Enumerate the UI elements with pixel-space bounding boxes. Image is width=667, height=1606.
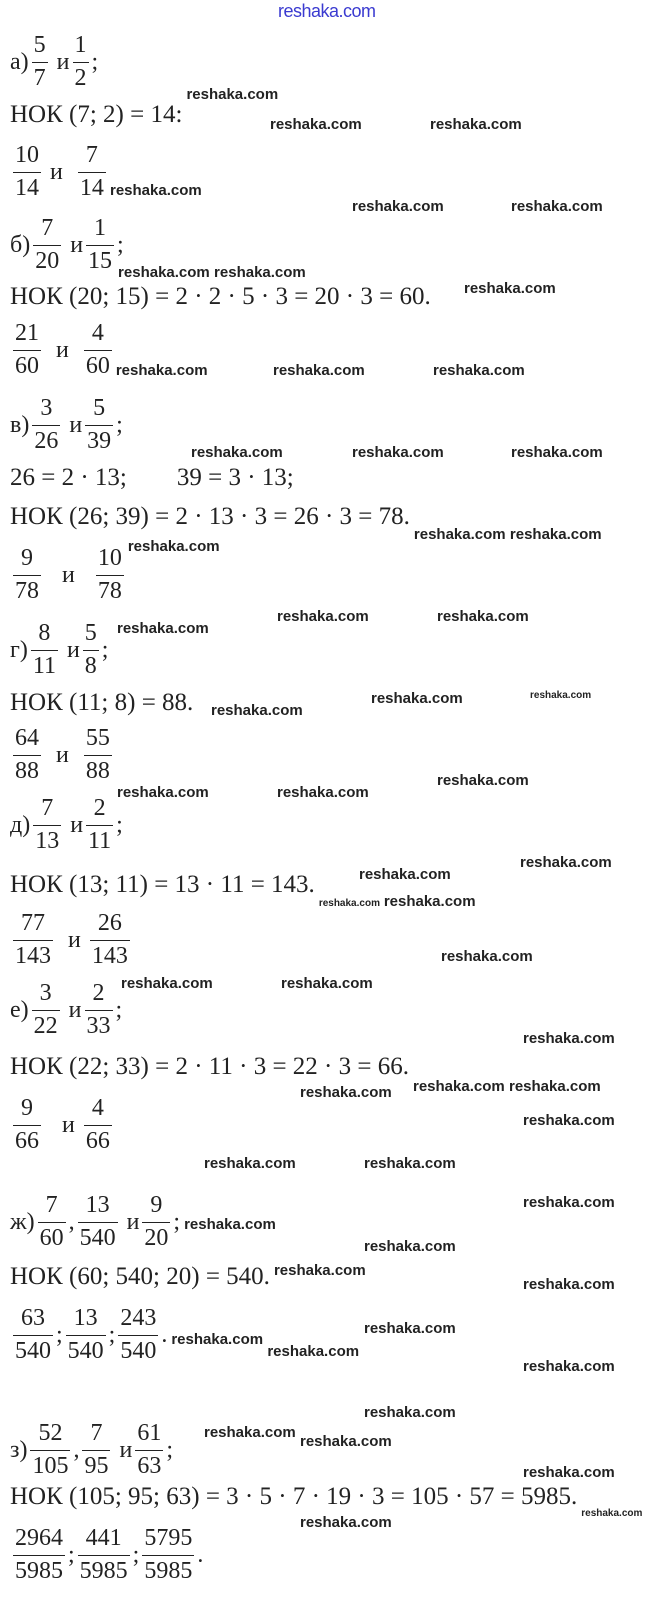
watermark: reshaka.com xyxy=(364,1155,456,1172)
math-text: ; xyxy=(56,1321,63,1348)
denominator: 33 xyxy=(85,1010,113,1041)
denominator: 14 xyxy=(13,172,41,203)
fraction xyxy=(13,1305,53,1365)
numerator: 10 xyxy=(15,141,39,168)
denominator: 15 xyxy=(86,245,114,276)
fraction xyxy=(90,910,130,970)
numerator: 7 xyxy=(41,794,54,821)
math-text: НОК (20; 15) = 2 · 2 · 5 · 3 = 20 · 3 = 60. xyxy=(10,283,431,310)
watermark: reshaka.com xyxy=(186,86,279,103)
numerator: 441 xyxy=(85,1524,122,1551)
denominator: 39 xyxy=(85,425,113,456)
math-text: г) xyxy=(10,636,28,663)
fraction xyxy=(13,1095,41,1155)
numerator: 7 xyxy=(90,1419,103,1446)
fraction xyxy=(78,142,106,202)
numerator: 243 xyxy=(120,1304,157,1331)
fraction xyxy=(142,1525,194,1585)
numerator: 2 xyxy=(93,794,106,821)
math-text: 26 = 2 · 13; 39 = 3 · 13; xyxy=(10,464,294,491)
fraction xyxy=(13,320,41,380)
math-text: и xyxy=(60,636,80,663)
watermark: reshaka.com xyxy=(191,444,283,461)
fraction xyxy=(66,1305,106,1365)
fraction xyxy=(13,910,53,970)
fractions-line xyxy=(10,715,115,795)
math-text: НОК (22; 33) = 2 · 11 · 3 = 22 · 3 = 66. xyxy=(10,1053,409,1080)
math-text: е) xyxy=(10,996,29,1023)
math-text: НОК (60; 540; 20) = 540. xyxy=(10,1263,270,1290)
watermark: reshaka.com xyxy=(530,690,592,701)
numerator: 4 xyxy=(91,319,104,346)
denominator: 95 xyxy=(82,1450,110,1481)
watermark: reshaka.com xyxy=(364,1320,456,1337)
math-text: НОК (7; 2) = 14: xyxy=(10,101,183,128)
denominator: 26 xyxy=(32,425,60,456)
numerator: 21 xyxy=(15,319,39,346)
denominator: 143 xyxy=(90,940,130,971)
numerator: 9 xyxy=(21,1094,33,1121)
site-logo[interactable]: reshaka.com xyxy=(278,1,376,21)
watermark: reshaka.com xyxy=(270,116,362,133)
math-text: ж) xyxy=(10,1208,35,1235)
watermark: reshaka.com xyxy=(204,1424,296,1441)
fractions-line xyxy=(10,132,109,212)
watermark: reshaka.com xyxy=(171,1331,264,1348)
numerator: 3 xyxy=(39,979,52,1006)
denominator: 105 xyxy=(30,1450,70,1481)
watermark: reshaka.com xyxy=(281,975,373,992)
math-text: б) xyxy=(10,231,31,258)
watermark: reshaka.com xyxy=(300,1433,392,1450)
math-text: з) xyxy=(10,1436,28,1463)
watermark: reshaka.com xyxy=(523,1358,615,1375)
watermark: reshaka.com xyxy=(127,538,220,555)
denominator: 66 xyxy=(13,1125,41,1156)
math-text: , xyxy=(68,1208,75,1235)
math-text: и xyxy=(50,48,70,75)
watermark: reshaka.com xyxy=(464,280,556,297)
denominator: 540 xyxy=(13,1335,53,1366)
numerator: 13 xyxy=(73,1304,98,1331)
denominator: 540 xyxy=(78,1222,118,1253)
denominator: 14 xyxy=(78,172,106,203)
watermark: reshaka.com xyxy=(352,444,444,461)
watermark: reshaka.com xyxy=(273,362,365,379)
math-text: д) xyxy=(10,811,31,838)
watermark: reshaka.com xyxy=(437,772,529,789)
numerator: 13 xyxy=(85,1191,110,1218)
fraction xyxy=(96,545,124,605)
denominator: 540 xyxy=(118,1335,158,1366)
numerator: 2964 xyxy=(15,1524,63,1551)
watermark: reshaka.com xyxy=(523,1194,615,1211)
watermark: reshaka.com xyxy=(383,893,476,910)
math-text: . xyxy=(161,1321,168,1348)
denominator: 11 xyxy=(31,650,58,681)
math-text: ; xyxy=(116,811,123,838)
numerator: 2 xyxy=(92,979,105,1006)
numerator: 52 xyxy=(38,1419,63,1446)
watermark: reshaka.com xyxy=(371,690,463,707)
denominator: 22 xyxy=(32,1010,60,1041)
math-text: ; xyxy=(132,1541,140,1568)
numerator: 61 xyxy=(137,1419,162,1446)
watermark: reshaka.com xyxy=(433,362,525,379)
math-text: и xyxy=(64,811,84,838)
fractions-line xyxy=(10,1085,115,1165)
math-text: ; xyxy=(173,1208,181,1235)
math-text: ; xyxy=(68,1541,75,1568)
fractions-line xyxy=(10,1295,167,1375)
denominator: 2 xyxy=(73,62,89,93)
math-text: и xyxy=(120,1208,140,1235)
denominator: 5985 xyxy=(13,1555,65,1586)
denominator: 60 xyxy=(84,350,112,381)
numerator: 5 xyxy=(93,394,106,421)
fraction xyxy=(13,545,41,605)
numerator: 8 xyxy=(38,619,51,646)
fractions-line xyxy=(10,310,115,390)
fraction xyxy=(118,1305,158,1365)
watermark: reshaka.com xyxy=(211,702,303,719)
numerator: 7 xyxy=(41,214,54,241)
watermark: reshaka.com xyxy=(300,1084,392,1101)
watermark: reshaka.com xyxy=(115,362,208,379)
denominator: 60 xyxy=(38,1222,66,1253)
fractions-line xyxy=(10,535,127,615)
numerator: 55 xyxy=(85,724,110,751)
watermark: reshaka.com xyxy=(352,198,444,215)
watermark: reshaka.com xyxy=(184,1216,276,1233)
watermark: reshaka.com xyxy=(318,898,380,909)
watermark: reshaka.com xyxy=(508,1078,601,1095)
watermark: reshaka.com xyxy=(300,1514,392,1531)
watermark: reshaka.com xyxy=(441,948,533,965)
numerator: 77 xyxy=(21,909,45,936)
denominator: 540 xyxy=(66,1335,106,1366)
fractions-line xyxy=(10,1515,203,1595)
numerator: 9 xyxy=(150,1191,163,1218)
math-text: и xyxy=(63,411,83,438)
math-text: и xyxy=(44,1111,81,1138)
watermark: reshaka.com xyxy=(437,608,529,625)
numerator: 5 xyxy=(33,31,46,58)
watermark: reshaka.com xyxy=(359,866,451,883)
denominator: 66 xyxy=(84,1125,112,1156)
numerator: 4 xyxy=(91,1094,104,1121)
watermark: reshaka.com xyxy=(520,854,612,871)
denominator: 88 xyxy=(84,755,112,786)
watermark: reshaka.com xyxy=(523,1464,615,1481)
watermark: reshaka.com xyxy=(430,116,522,133)
denominator: 78 xyxy=(96,575,124,606)
math-text: ; xyxy=(91,48,99,75)
watermark: reshaka.com xyxy=(204,1155,296,1172)
math-text: , xyxy=(73,1436,80,1463)
fraction xyxy=(13,1525,65,1585)
fraction xyxy=(84,725,112,785)
watermark: reshaka.com xyxy=(364,1404,456,1421)
numerator: 9 xyxy=(21,544,33,571)
math-text: ; xyxy=(117,231,124,258)
numerator: 63 xyxy=(21,1304,45,1331)
math-text: и xyxy=(113,1436,133,1463)
denominator: 13 xyxy=(33,825,61,856)
fraction xyxy=(84,1095,112,1155)
numerator: 5795 xyxy=(144,1524,193,1551)
watermark: reshaka.com xyxy=(121,975,213,992)
denominator: 60 xyxy=(13,350,41,381)
math-text: в) xyxy=(10,411,30,438)
watermark: reshaka.com xyxy=(511,198,603,215)
watermark: reshaka.com xyxy=(117,620,209,637)
math-text: ; xyxy=(166,1436,173,1463)
numerator: 64 xyxy=(15,724,39,751)
watermark: reshaka.com xyxy=(581,1508,643,1519)
fraction xyxy=(84,320,112,380)
numerator: 26 xyxy=(97,909,122,936)
numerator: 3 xyxy=(40,394,53,421)
numerator: 7 xyxy=(85,141,98,168)
math-text: а) xyxy=(10,48,29,75)
denominator: 88 xyxy=(13,755,41,786)
math-text: и xyxy=(56,926,87,953)
numerator: 5 xyxy=(84,619,97,646)
watermark: reshaka.com xyxy=(118,264,210,281)
denominator: 143 xyxy=(13,940,53,971)
watermark: reshaka.com xyxy=(509,526,602,543)
math-text: ; xyxy=(108,1321,116,1348)
watermark: reshaka.com xyxy=(413,526,506,543)
fraction xyxy=(13,725,41,785)
denominator: 5985 xyxy=(142,1555,194,1586)
denominator: 5985 xyxy=(78,1555,130,1586)
watermark: reshaka.com xyxy=(364,1238,456,1255)
numerator: 1 xyxy=(94,214,107,241)
math-text: НОК (26; 39) = 2 · 13 · 3 = 26 · 3 = 78. xyxy=(10,503,410,530)
watermark: reshaka.com xyxy=(511,444,603,461)
watermark: reshaka.com xyxy=(277,608,369,625)
math-text: и xyxy=(44,561,93,588)
watermark: reshaka.com xyxy=(214,264,306,281)
math-text: . xyxy=(197,1541,204,1568)
numerator: 7 xyxy=(45,1191,58,1218)
math-text: и xyxy=(62,996,82,1023)
math-text: ; xyxy=(116,411,123,438)
denominator: 7 xyxy=(32,62,48,93)
math-text: НОК (11; 8) = 88. xyxy=(10,689,194,716)
watermark: reshaka.com xyxy=(277,784,369,801)
math-text: ; xyxy=(115,996,123,1023)
watermark: reshaka.com xyxy=(523,1112,615,1129)
numerator: 1 xyxy=(74,31,87,58)
denominator: 20 xyxy=(33,245,61,276)
fraction xyxy=(78,1525,130,1585)
denominator: 20 xyxy=(142,1222,170,1253)
denominator: 78 xyxy=(13,575,41,606)
fraction xyxy=(13,142,41,202)
fractions-line xyxy=(10,900,133,980)
watermark: reshaka.com xyxy=(267,1343,360,1360)
math-text: ; xyxy=(101,636,109,663)
watermark: reshaka.com xyxy=(523,1030,615,1047)
math-text: и xyxy=(64,231,84,258)
denominator: 11 xyxy=(86,825,113,856)
math-text: и xyxy=(44,741,81,768)
watermark: reshaka.com xyxy=(523,1276,615,1293)
denominator: 8 xyxy=(83,650,99,681)
numerator: 10 xyxy=(97,544,122,571)
math-text: НОК (13; 11) = 13 · 11 = 143. xyxy=(10,871,315,898)
watermark: reshaka.com xyxy=(412,1078,505,1095)
math-text: НОК (105; 95; 63) = 3 · 5 · 7 · 19 · 3 = 105 · 57 = 5985. xyxy=(10,1483,578,1510)
watermark: reshaka.com xyxy=(110,182,202,199)
math-text: и xyxy=(44,336,81,363)
watermark: reshaka.com xyxy=(273,1262,366,1279)
denominator: 63 xyxy=(135,1450,163,1481)
math-text: и xyxy=(44,158,75,185)
watermark: reshaka.com xyxy=(117,784,209,801)
